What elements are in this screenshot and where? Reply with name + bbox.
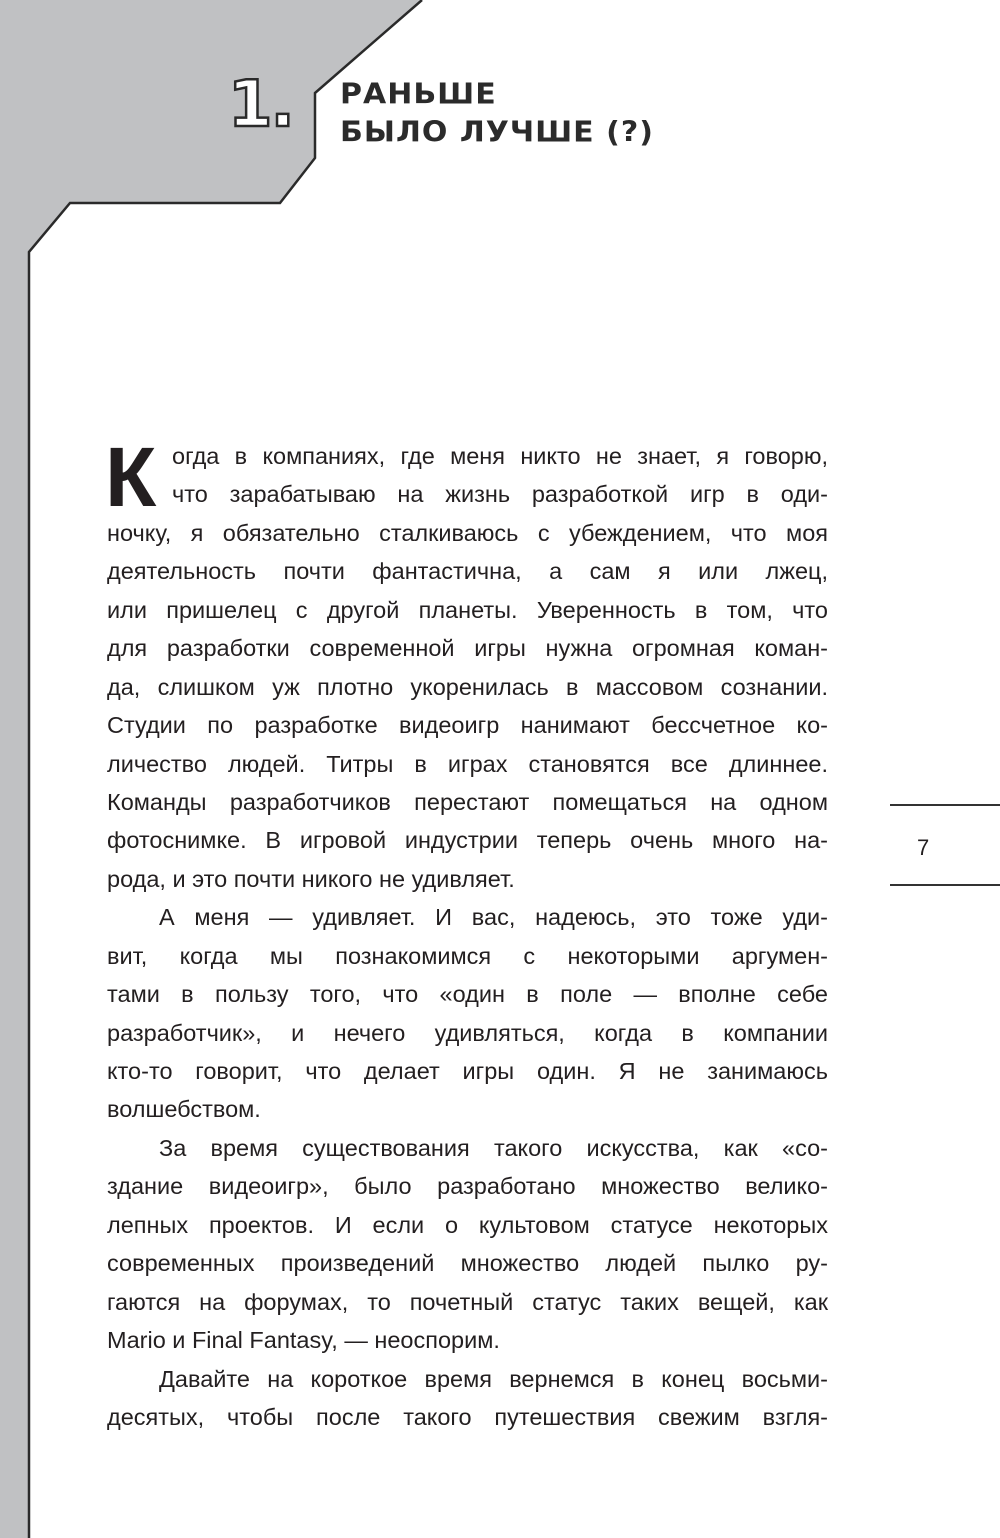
text-line: Mario и Final Fantasy, — неоспорим. [107, 1327, 500, 1354]
text-line: вит, когда мы познакомимся с некоторыми аргумен- [107, 942, 828, 969]
text-line: За время существования такого искусства, как «со- [159, 1134, 828, 1161]
page-number-rule-bottom [890, 884, 1000, 886]
body-text [105, 430, 828, 1436]
chapter-title-line: РАНЬШЕ [340, 77, 497, 112]
text-line: А меня — удивляет. И вас, надеюсь, это тоже уди- [159, 904, 828, 931]
text-line: личество людей. Титры в играх становятся все длиннее. [107, 750, 828, 777]
page-number-rule-top [890, 804, 1000, 806]
text-line: что зарабатываю на жизнь разработкой игр в оди- [172, 481, 828, 508]
text-line: кто-то говорит, что делает игры один. Я не занимаюсь [107, 1058, 828, 1084]
text-line: гаются на форумах, то почетный статус таких вещей, как [107, 1288, 828, 1315]
text-line: современных произведений множество людей пылко ру- [107, 1250, 828, 1277]
text-line: Студии по разработке видеоигр нанимают бессчетное ко- [107, 712, 828, 739]
drop-cap: К [105, 430, 157, 524]
text-line: десятых, чтобы после такого путешествия свежим взгля- [107, 1403, 828, 1430]
text-line: рода, и это почти никого не удивляет. [107, 865, 515, 892]
text-line: тами в пользу того, что «один в поле — вполне себе [107, 981, 828, 1008]
text-line: здание видеоигр», было разработано множество велико- [107, 1173, 828, 1200]
text-line: для разработки современной игры нужна огромная коман- [107, 635, 828, 662]
text-line: фотоснимке. В игровой индустрии теперь очень много на- [107, 827, 828, 854]
text-line: разработчик», и нечего удивляться, когда в компании [107, 1019, 828, 1046]
chapter-number: 1. [228, 68, 293, 142]
text-line: волшебством. [107, 1096, 261, 1123]
text-line: Команды разработчиков перестают помещаться на одном [107, 788, 828, 815]
text-line: лепных проектов. И если о культовом статусе некоторых [107, 1211, 828, 1238]
text-line: огда в компаниях, где меня никто не знает, я говорю, [172, 443, 828, 469]
text-line: ночку, я обязательно сталкиваюсь с убеждением, что моя [107, 519, 828, 546]
text-line: Давайте на короткое время вернемся в конец восьми- [159, 1365, 828, 1392]
text-line: деятельность почти фантастична, а сам я или лжец, [107, 558, 828, 585]
chapter-title [340, 76, 654, 152]
text-line: или пришелец с другой планеты. Уверенность в том, что [107, 596, 828, 623]
page-number: 7 [917, 835, 930, 860]
text-line: да, слишком уж плотно укоренилась в массовом сознании. [107, 673, 828, 700]
chapter-title-line: БЫЛО ЛУЧШЕ (?) [340, 115, 654, 150]
